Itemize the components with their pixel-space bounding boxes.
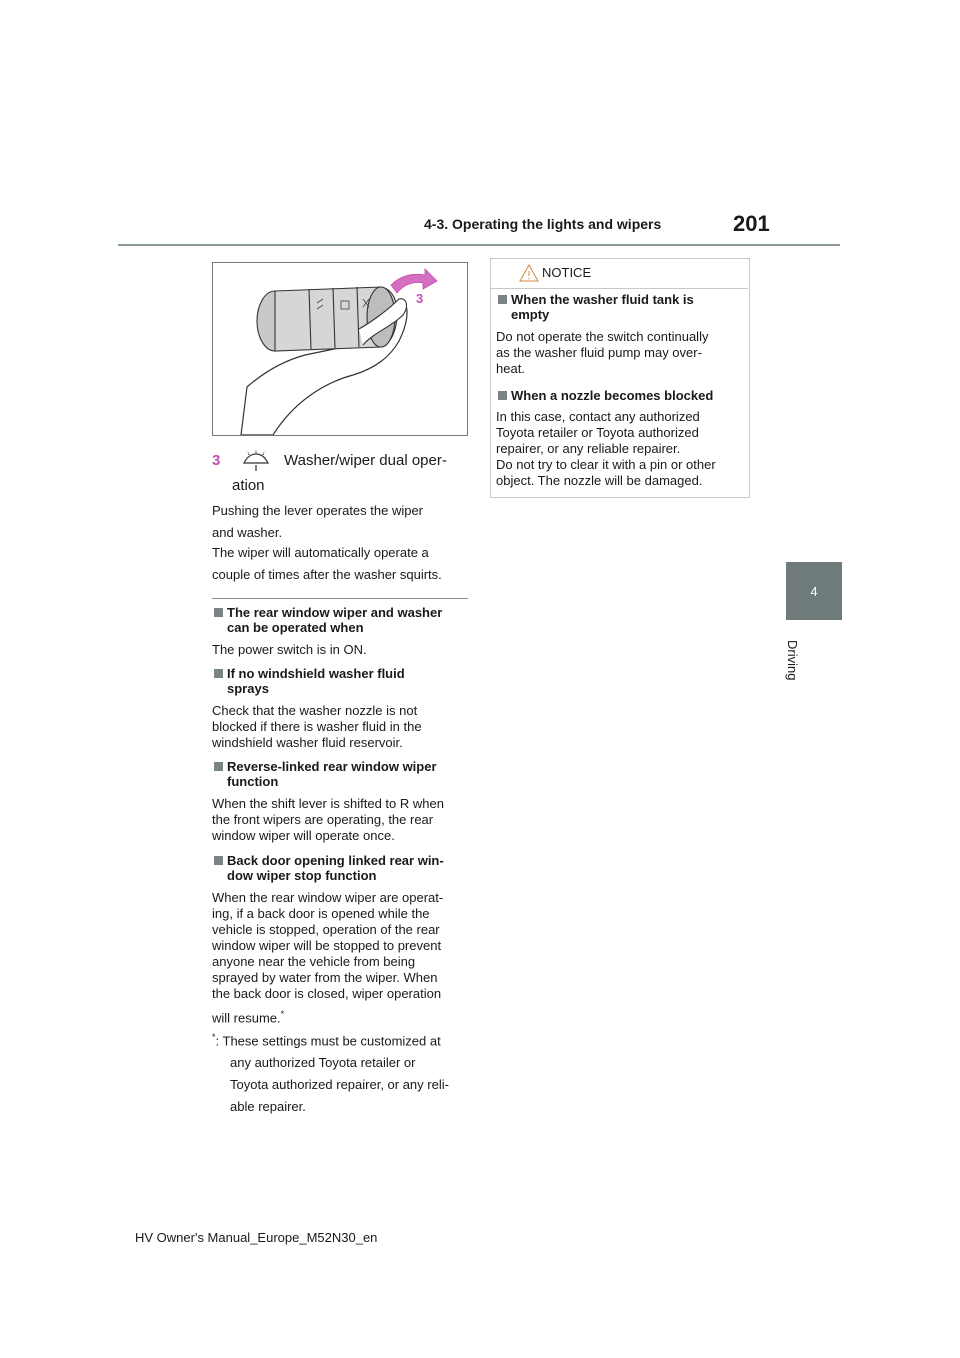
text-line: as the washer fluid pump may over-	[496, 345, 702, 360]
text-line: window wiper will operate once.	[212, 828, 395, 843]
chapter-label-text: Driving	[785, 640, 800, 681]
text-line: sprayed by water from the wiper. When	[212, 970, 438, 985]
step-title: Washer/wiper dual oper-	[284, 451, 447, 469]
text-line: any authorized Toyota retailer or	[230, 1055, 416, 1071]
section-title: 4-3. Operating the lights and wipers	[424, 216, 662, 232]
text-line: Check that the washer nozzle is not	[212, 703, 418, 718]
header-divider	[118, 244, 840, 246]
wiper-lever-illustration	[212, 262, 468, 436]
hand-pushing-lever-icon	[213, 263, 467, 435]
text-line: window wiper will be stopped to prevent	[212, 938, 442, 953]
footnote-mark: *	[212, 1032, 216, 1042]
note-heading	[212, 853, 483, 883]
notice-item-heading	[496, 388, 761, 403]
text-line: vehicle is stopped, operation of the rear	[212, 922, 440, 937]
text-line: blocked if there is washer fluid in the	[212, 719, 422, 734]
description-paragraph	[212, 542, 468, 586]
text-line: repairer, or any reliable repairer.	[496, 441, 681, 456]
text-line: Toyota retailer or Toyota authorized	[496, 425, 699, 440]
text-line: the front wipers are operating, the rear	[212, 812, 434, 827]
note-body	[212, 796, 468, 844]
notes-divider	[212, 598, 468, 599]
text-line: sprays	[227, 681, 269, 696]
text-line: can be operated when	[227, 620, 364, 635]
footnote	[212, 1026, 468, 1118]
text-line	[212, 1006, 468, 1026]
text-line: Reverse-linked rear window wiper	[227, 759, 437, 774]
washer-wiper-icon	[240, 449, 272, 471]
text-line: dow wiper stop function	[227, 868, 377, 883]
text-line: Back door opening linked rear win-	[227, 853, 444, 868]
description-paragraph	[212, 500, 468, 544]
text-line: the back door is closed, wiper operation	[212, 986, 442, 1001]
footer-manual-id: HV Owner's Manual_Europe_M52N30_en	[135, 1230, 378, 1245]
text-line: When the washer fluid tank is	[511, 292, 694, 307]
text-line	[212, 1026, 468, 1052]
notice-item-body	[496, 329, 746, 377]
step-number: 3	[212, 451, 221, 469]
notice-item-body	[496, 409, 746, 489]
text-line: In this case, contact any authorized	[496, 409, 700, 424]
notice-item-heading	[496, 292, 761, 322]
footnote-mark: *	[280, 1009, 285, 1019]
text-line: function	[227, 774, 279, 789]
text-fragment: : These settings must be customized at	[215, 1033, 441, 1049]
text-line: The power switch is in ON.	[212, 642, 367, 657]
chapter-number: 4	[810, 583, 818, 599]
text-line: anyone near the vehicle from being	[212, 954, 416, 969]
text-line: Toyota authorized repairer, or any reli-	[230, 1077, 449, 1093]
step-heading	[212, 449, 468, 471]
note-body	[212, 642, 468, 658]
text-line: and washer.	[212, 525, 283, 540]
warning-triangle-icon	[518, 263, 540, 283]
text-line: When the rear window wiper are operat-	[212, 890, 444, 905]
text-line: The rear window wiper and washer	[227, 605, 443, 620]
text-line: If no windshield washer fluid	[227, 666, 405, 681]
note-heading	[212, 666, 483, 696]
text-line: When a nozzle becomes blocked	[511, 388, 714, 403]
note-heading	[212, 759, 483, 789]
text-line: able repairer.	[230, 1099, 306, 1115]
text-line: The wiper will automatically operate a	[212, 545, 429, 560]
page-number: 201	[733, 211, 770, 236]
text-line: empty	[511, 307, 550, 322]
figure-callout-3: 3	[416, 291, 424, 306]
text-line: ing, if a back door is opened while the	[212, 906, 430, 921]
text-line: When the shift lever is shifted to R when	[212, 796, 444, 811]
text-line: object. The nozzle will be damaged.	[496, 473, 703, 488]
text-line: couple of times after the washer squirts.	[212, 567, 442, 582]
text-line: Pushing the lever operates the wiper	[212, 503, 424, 518]
text-line: Do not try to clear it with a pin or other	[496, 457, 716, 472]
chapter-tab[interactable]	[786, 562, 842, 620]
note-body	[212, 703, 468, 751]
text-fragment: will resume.	[212, 1010, 281, 1026]
note-body	[212, 890, 468, 1026]
notice-label: NOTICE	[542, 265, 592, 280]
note-heading	[212, 605, 483, 635]
text-line: heat.	[496, 361, 525, 376]
step-title-continued: ation	[232, 477, 265, 494]
chapter-label	[780, 640, 810, 700]
text-line: windshield washer fluid reservoir.	[212, 735, 403, 750]
text-line: Do not operate the switch continually	[496, 329, 709, 344]
